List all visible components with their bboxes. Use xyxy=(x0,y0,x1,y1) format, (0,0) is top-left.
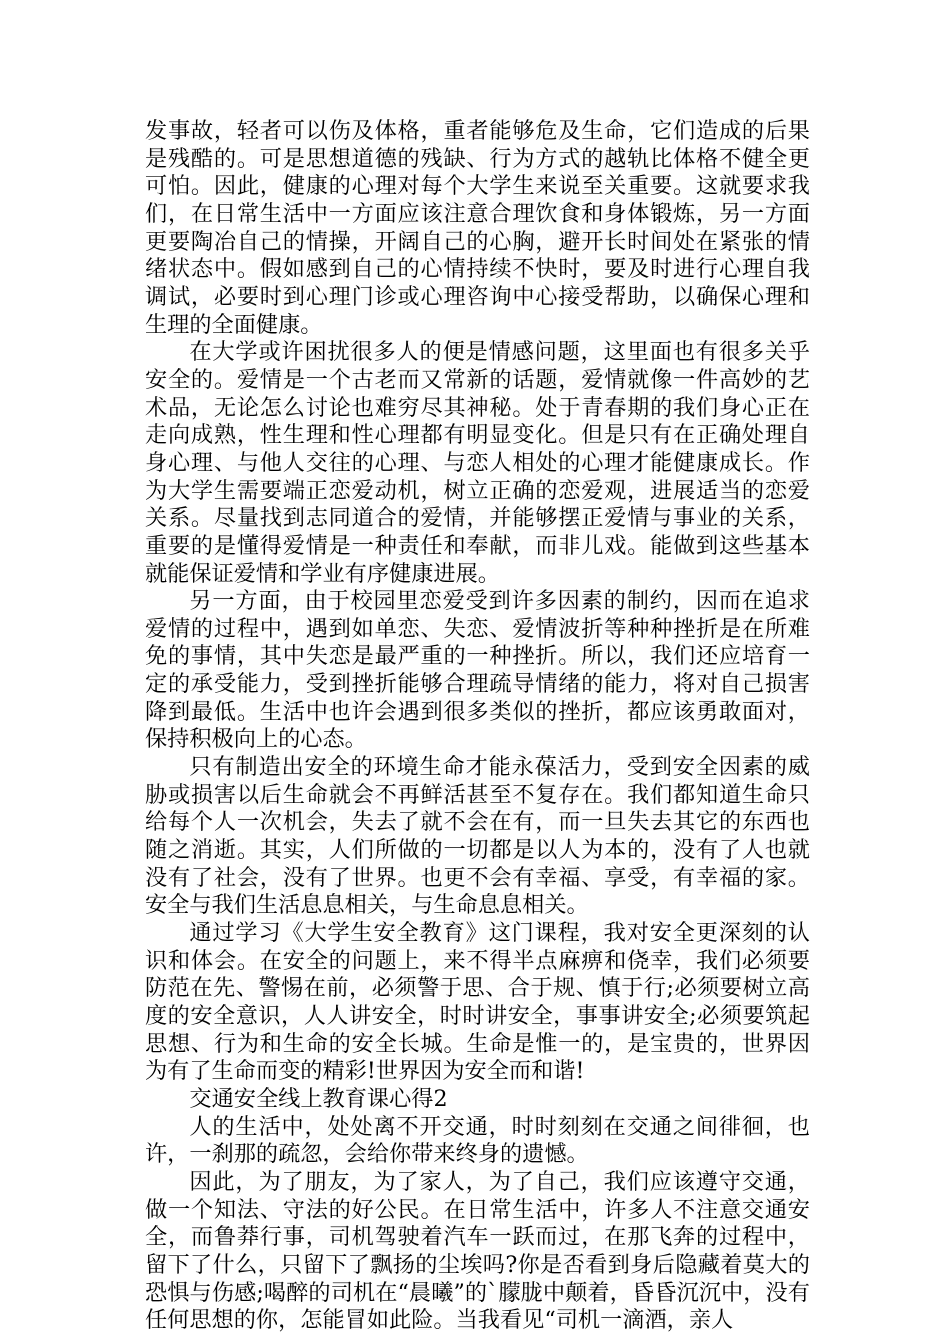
paragraph-3: 另一方面，由于校园里恋爱受到许多因素的制约，因而在追求爱情的过程中，遇到如单恋、失恋、爱情波折等种种挫折是在所难免的事情，其中失恋是最严重的一种挫折。所以，我们还应培育一定的承受能力，受到挫折能够合理疏导情绪的能力，将对自己损害降到最低。生活中也许会遇到很多类似的挫折，都应该勇敢面对，保持积极向上的心态。 xyxy=(145,588,810,753)
section-heading: 交通安全线上教育课心得2 xyxy=(189,1085,448,1112)
paragraph-2: 在大学或许困扰很多人的便是情感问题，这里面也有很多关乎安全的。爱情是一个古老而又常新的话题，爱情就像一件高妙的艺术品，无论怎么讨论也难穷尽其神秘。处于青春期的我们身心正在走向成熟，性生理和性心理都有明显变化。但是只有在正确处理自身心理、与他人交往的心理、与恋人相处的心理才能健康成长。作为大学生需要端正恋爱动机，树立正确的恋爱观，进展适当的恋爱关系。尽量找到志同道合的爱情，并能够摆正爱情与事业的关系，重要的是懂得爱情是一种责任和奉献，而非儿戏。能做到这些基本就能保证爱情和学业有序健康进展。 xyxy=(145,339,810,587)
paragraph-5: 通过学习《大学生安全教育》这门课程，我对安全更深刻的认识和体会。在安全的问题上，来不得半点麻痹和侥幸，我们必须要防范在先、警惕在前，必须警于思、合于规、慎于行;必须要树立高度的安全意识，人人讲安全，时时讲安全，事事讲安全;必须要筑起思想、行为和生命的安全长城。生命是惟一的，是宝贵的，世界因为有了生命而变的精彩!世界因为安全而和谐! xyxy=(145,920,810,1085)
paragraph-7: 因此，为了朋友，为了家人，为了自己，我们应该遵守交通，做一个知法、守法的好公民。在日常生活中，许多人不注意交通安全，而鲁莽行事，司机驾驶着汽车一跃而过，在那飞奔的过程中，留下了什么，只留下了飘扬的尘埃吗?你是否看到身后隐藏着莫大的恐惧与伤感;喝醉的司机在“晨曦”的`朦胧中颠着，昏昏沉沉中，没有任何思想的你，怎能冒如此险。当我看见“司机一滴酒，亲人 xyxy=(145,1168,810,1334)
paragraph-1: 发事故，轻者可以伤及体格，重者能够危及生命，它们造成的后果是残酷的。可是思想道德的残缺、行为方式的越轨比体格不健全更可怕。因此，健康的心理对每个大学生来说至关重要。这就要求我们，在日常生活中一方面应该注意合理饮食和身体锻炼，另一方面更要陶冶自己的情操，开阔自己的心胸，避开长时间处在紧张的情绪状态中。假如感到自己的心情持续不快时，要及时进行心理自我调试，必要时到心理门诊或心理咨询中心接受帮助，以确保心理和生理的全面健康。 xyxy=(145,118,810,338)
document-page xyxy=(145,118,810,1335)
paragraph-4: 只有制造出安全的环境生命才能永葆活力，受到安全因素的威胁或损害以后生命就会不再鲜活甚至不复存在。我们都知道生命只给每个人一次机会，失去了就不会在有，而一旦失去其它的东西也随之消逝。其实，人们所做的一切都是以人为本的，没有了人也就没有了社会，没有了世界。也更不会有幸福、享受，有幸福的家。安全与我们生活息息相关，与生命息息相关。 xyxy=(145,754,810,919)
paragraph-6: 人的生活中，处处离不开交通，时时刻刻在交通之间徘徊，也许，一刹那的疏忽，会给你带来终身的遗憾。 xyxy=(145,1113,810,1168)
